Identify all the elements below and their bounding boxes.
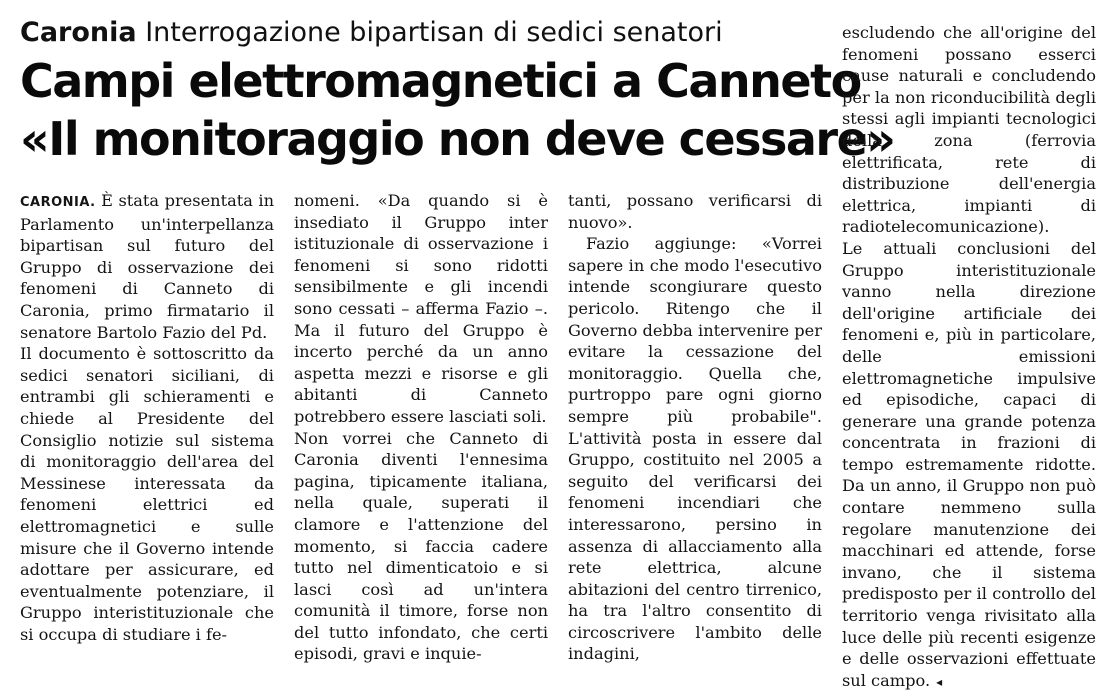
- article-kicker: [20, 16, 723, 50]
- article-column-2: [294, 190, 548, 665]
- column-4-paragraph-2: [842, 238, 1096, 693]
- kicker-location: Caronia: [20, 17, 137, 48]
- kicker-text: Interrogazione bipartisan di sedici senatori: [145, 17, 723, 48]
- column-2-paragraph-2: Non vorrei che Canneto di Caronia diventi l'ennesima pagina, tipicamente italiana, nella quale, superati il clamore e l'attenzione del momento, si faccia cadere tutto nel dimenticatoio e si lasci così ad un'intera comunità il timore, forse non del tutto infondato, che certi episodi, gravi e inquie-: [294, 428, 548, 664]
- column-4-paragraph-2-text: Le attuali conclusioni del Gruppo interistituzionale vanno nella direzione dell'origine artificiale dei fenomeni e, più in particolare, delle emissioni elettromagnetiche impulsive ed episodiche, capaci di generare una grande potenza concentrata in frazioni di tempo estremamente ridotte. Da un anno, il Gruppo non può contare nemmeno sulla regolare manutenzione dei macchinari ed attende, forse invano, che il sistema predisposto per il controllo del territorio venga rivisitato alla luce delle più recenti esigenze e delle osservazioni effettuate sul campo.: [842, 238, 1096, 690]
- column-1-paragraph-2: Il documento è sottoscritto da sedici senatori siciliani, di entrambi gli schieramenti e chiede al Presidente del Consiglio notizie sul sistema di monitoraggio dell'area del Messinese interessata da fenomeni elettrici ed elettromagnetici e sulle misure che il Governo intende adottare per assicurare, ed eventualmente potenziare, il Gruppo interistituzionale che si occupa di studiare i fe-: [20, 344, 274, 644]
- column-1-paragraph-1: [20, 190, 274, 343]
- dateline: CARONIA.: [20, 195, 96, 210]
- headline-line-2: «Il monitoraggio non deve cessare»: [20, 112, 895, 166]
- article-column-3: [568, 190, 822, 665]
- article-column-1: [20, 190, 274, 645]
- column-2-paragraph-1: nomeni. «Da quando si è insediato il Gruppo inter istituzionale di osservazione i fenomeni si sono ridotti sensibilmente e gli incendi sono cessati – afferma Fazio –. Ma il futuro del Gruppo è incerto perché da un anno aspetta mezzi e risorse e gli abitanti di Canneto potrebbero essere lasciati soli.: [294, 191, 548, 426]
- headline-line-1: Campi elettromagnetici a Canneto: [20, 54, 861, 108]
- article-column-4: [842, 22, 1096, 693]
- end-of-article-mark: ◂: [936, 674, 943, 689]
- column-1-paragraph-1-text: È stata presentata in Parlamento un'interpellanza bipartisan sul futuro del Gruppo di osservazione dei fenomeni di Canneto di Caronia, primo firmatario il senatore Bartolo Fazio del Pd.: [20, 191, 274, 342]
- column-4-paragraph-1: escludendo che all'origine del fenomeni possano esserci cause naturali e concludendo per la non riconducibilità degli stessi agli impianti tecnologici della zona (ferrovia elettrificata, rete di distribuzione dell'energia elettrica, impianti di radiotelecomunicazione).: [842, 23, 1096, 237]
- column-3-paragraph-1: tanti, possano verificarsi di nuovo».: [568, 191, 822, 232]
- column-3-paragraph-2: Fazio aggiunge: «Vorrei sapere in che modo l'esecutivo intende scongiurare questo pericolo. Ritengo che il Governo debba intervenire per evitare la cessazione del monitoraggio. Quella che, purtroppo pare ogni giorno sempre più probabile". L'attività posta in essere dal Gruppo, costituito nel 2005 a seguito del verificarsi dei fenomeni incendiari che interessarono, persino in assenza di allacciamento alla rete elettrica, alcune abitazioni del centro tirrenico, ha tra l'altro consentito di circoscrivere l'ambito delle indagini,: [568, 234, 822, 664]
